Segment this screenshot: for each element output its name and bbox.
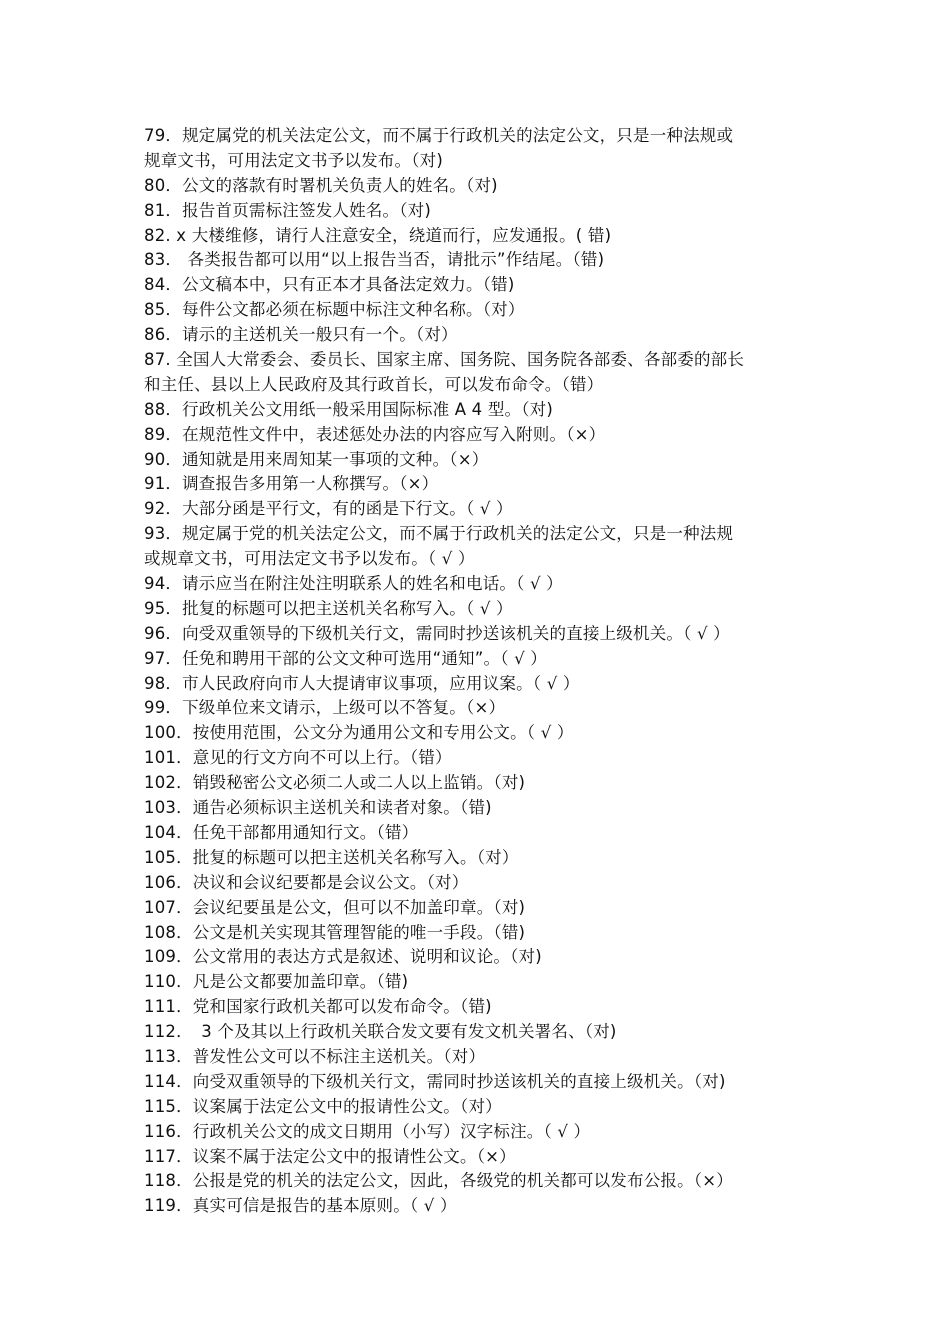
text-line: 106．决议和会议纪要都是会议公文。（对） bbox=[144, 872, 469, 892]
text-line: 118．公报是党的机关的法定公文，因此，各级党的机关都可以发布公报。（×） bbox=[144, 1171, 733, 1191]
text-line: 88．行政机关公文用纸一般采用国际标准 A 4 型。（对) bbox=[144, 399, 554, 419]
text-line: 91．调查报告多用第一人称撰写。（×） bbox=[144, 474, 439, 494]
text-line: 105．批复的标题可以把主送机关名称写入。（对） bbox=[144, 847, 519, 867]
text-line: 94．请示应当在附注处注明联系人的姓名和电话。（ √ ） bbox=[144, 574, 563, 594]
text-line: 87. 全国人大常委会、委员长、国家主席、国务院、国务院各部委、各部委的部长 bbox=[144, 350, 745, 370]
text-line: 86．请示的主送机关一般只有一个。（对） bbox=[144, 325, 458, 345]
text-line: 116．行政机关公文的成文日期用（小写）汉字标注。（ √ ） bbox=[144, 1121, 591, 1141]
text-line: 104．任免干部都用通知行文。（错） bbox=[144, 822, 419, 842]
text-line: 99．下级单位来文请示，上级可以不答复。（×） bbox=[144, 698, 506, 718]
text-line: 102．销毁秘密公文必须二人或二人以上监销。（对) bbox=[144, 773, 526, 793]
text-line: 82. x 大楼维修，请行人注意安全，绕道而行，应发通报。( 错) bbox=[144, 225, 612, 245]
text-line: 97．任免和聘用干部的公文文种可选用“通知”。（ √ ） bbox=[144, 648, 547, 668]
text-line: 规章文书，可用法定文书予以发布。（对) bbox=[144, 150, 443, 170]
text-line: 117．议案不属于法定公文中的报请性公文。（×） bbox=[144, 1146, 516, 1166]
text-line: 100．按使用范围，公文分为通用公文和专用公文。（ √ ） bbox=[144, 723, 574, 743]
text-line: 111．党和国家行政机关都可以发布命令。（错) bbox=[144, 997, 492, 1017]
text-line: 110．凡是公文都要加盖印章。（错) bbox=[144, 972, 409, 992]
text-line: 114．向受双重领导的下级机关行文，需同时抄送该机关的直接上级机关。（对) bbox=[144, 1071, 726, 1091]
text-line: 93．规定属于党的机关法定公文，而不属于行政机关的法定公文，只是一种法规 bbox=[144, 524, 734, 544]
text-line: 109．公文常用的表达方式是叙述、说明和议论。（对) bbox=[144, 947, 542, 967]
question-list bbox=[144, 124, 814, 1219]
text-line: 90．通知就是用来周知某一事项的文种。（×） bbox=[144, 449, 489, 469]
text-line: 92．大部分函是平行文，有的函是下行文。（ √ ） bbox=[144, 499, 513, 519]
text-line: 81．报告首页需标注签发人姓名。（对) bbox=[144, 200, 431, 220]
text-line: 或规章文书，可用法定文书予以发布。（ √ ） bbox=[144, 549, 475, 569]
text-line: 80．公文的落款有时署机关负责人的姓名。（对) bbox=[144, 175, 498, 195]
text-line: 115．议案属于法定公文中的报请性公文。（对） bbox=[144, 1096, 502, 1116]
text-line: 79．规定属党的机关法定公文，而不属于行政机关的法定公文，只是一种法规或 bbox=[144, 126, 734, 145]
text-line: 107．会议纪要虽是公文，但可以不加盖印章。（对) bbox=[144, 897, 526, 917]
text-line: 85．每件公文都必须在标题中标注文种名称。（对） bbox=[144, 300, 525, 320]
text-line: 119．真实可信是报告的基本原则。（ √ ） bbox=[144, 1196, 457, 1216]
text-line: 和主任、县以上人民政府及其行政首长，可以发布命令。（错） bbox=[144, 374, 604, 394]
text-line: 84．公文稿本中，只有正本才具备法定效力。（错) bbox=[144, 275, 515, 295]
text-line: 101．意见的行文方向不可以上行。（错） bbox=[144, 748, 452, 768]
text-line: 103．通告必须标识主送机关和读者对象。（错) bbox=[144, 798, 492, 818]
text-line: 98．市人民政府向市人大提请审议事项，应用议案。（ √ ） bbox=[144, 673, 580, 693]
text-line: 96．向受双重领导的下级机关行文，需同时抄送该机关的直接上级机关。（ √ ） bbox=[144, 623, 730, 643]
text-line: 112． 3 个及其以上行政机关联合发文要有发文机关署名、（对) bbox=[144, 1022, 617, 1042]
text-line: 113．普发性公文可以不标注主送机关。（对） bbox=[144, 1046, 486, 1066]
text-line: 89．在规范性文件中，表述惩处办法的内容应写入附则。（×） bbox=[144, 424, 606, 444]
text-line: 95．批复的标题可以把主送机关名称写入。（ √ ） bbox=[144, 598, 513, 618]
text-line: 108．公文是机关实现其管理智能的唯一手段。（错) bbox=[144, 922, 526, 942]
text-line: 83． 各类报告都可以用“以上报告当否，请批示”作结尾。（错) bbox=[144, 250, 605, 270]
